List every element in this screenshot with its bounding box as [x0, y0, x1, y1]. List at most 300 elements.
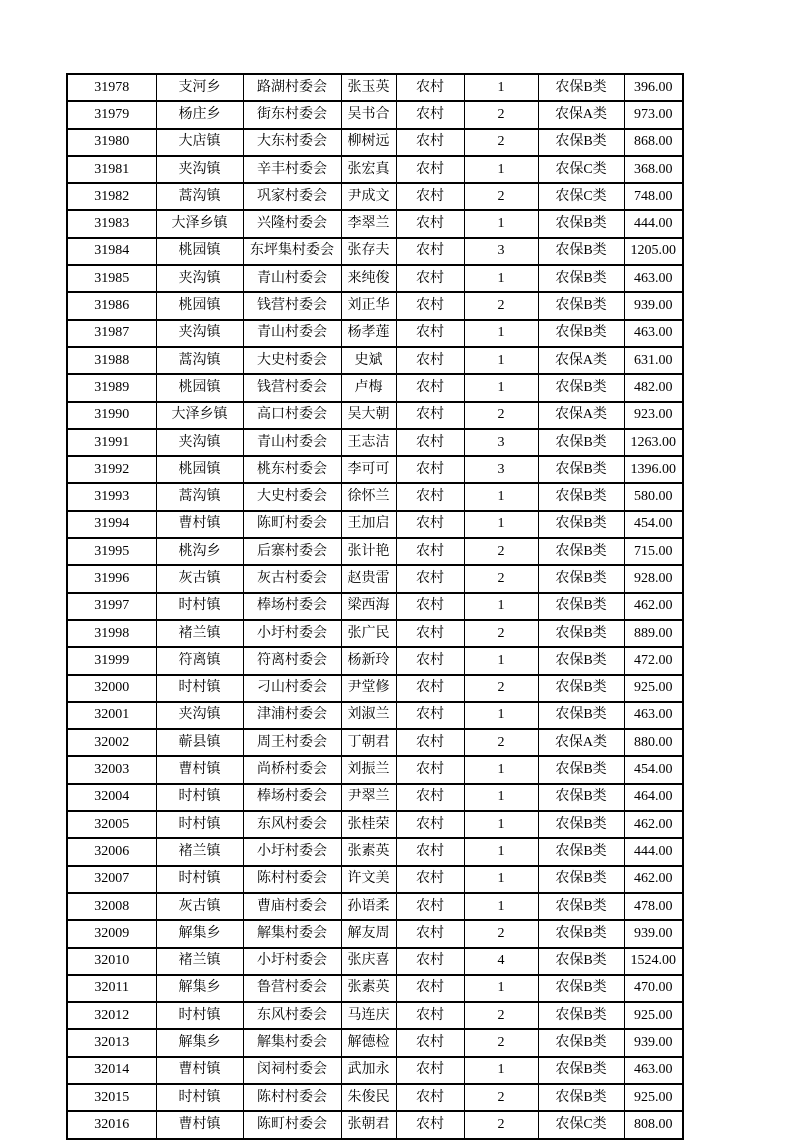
cell-person-count: 3	[464, 429, 538, 456]
cell-village-committee: 津浦村委会	[243, 702, 341, 729]
cell-record-id: 32004	[67, 784, 156, 811]
cell-amount: 715.00	[624, 538, 683, 565]
cell-residence-type: 农村	[396, 347, 464, 374]
cell-person-name: 马连庆	[341, 1002, 396, 1029]
cell-person-name: 张桂荣	[341, 811, 396, 838]
cell-insurance-category: 农保B类	[538, 838, 624, 865]
table-body	[67, 74, 683, 1139]
cell-village-committee: 陈村村委会	[243, 1084, 341, 1111]
cell-amount: 631.00	[624, 347, 683, 374]
cell-village-committee: 小圩村委会	[243, 838, 341, 865]
cell-village-committee: 青山村委会	[243, 320, 341, 347]
cell-person-name: 张广民	[341, 620, 396, 647]
table-row	[67, 210, 683, 237]
cell-person-name: 张存夫	[341, 238, 396, 265]
table-row	[67, 320, 683, 347]
table-row	[67, 1111, 683, 1138]
cell-village-committee: 钱营村委会	[243, 374, 341, 401]
cell-township: 时村镇	[156, 784, 243, 811]
cell-record-id: 32000	[67, 675, 156, 702]
cell-amount: 444.00	[624, 838, 683, 865]
cell-amount: 1524.00	[624, 948, 683, 975]
cell-township: 符离镇	[156, 647, 243, 674]
cell-township: 支河乡	[156, 74, 243, 101]
cell-insurance-category: 农保B类	[538, 975, 624, 1002]
cell-record-id: 32015	[67, 1084, 156, 1111]
cell-village-committee: 棒场村委会	[243, 593, 341, 620]
cell-village-committee: 青山村委会	[243, 265, 341, 292]
cell-person-name: 来纯俊	[341, 265, 396, 292]
cell-record-id: 31999	[67, 647, 156, 674]
cell-village-committee: 大史村委会	[243, 347, 341, 374]
cell-township: 灰古镇	[156, 565, 243, 592]
cell-insurance-category: 农保A类	[538, 402, 624, 429]
cell-record-id: 31980	[67, 129, 156, 156]
cell-township: 桃园镇	[156, 374, 243, 401]
cell-amount: 454.00	[624, 756, 683, 783]
cell-township: 桃沟乡	[156, 538, 243, 565]
cell-residence-type: 农村	[396, 893, 464, 920]
cell-person-name: 刘淑兰	[341, 702, 396, 729]
cell-person-name: 李可可	[341, 456, 396, 483]
cell-village-committee: 尚桥村委会	[243, 756, 341, 783]
cell-village-committee: 灰古村委会	[243, 565, 341, 592]
cell-village-committee: 鲁营村委会	[243, 975, 341, 1002]
cell-person-count: 1	[464, 320, 538, 347]
cell-amount: 889.00	[624, 620, 683, 647]
cell-insurance-category: 农保B类	[538, 593, 624, 620]
cell-township: 蒿沟镇	[156, 183, 243, 210]
table-row	[67, 402, 683, 429]
cell-record-id: 31989	[67, 374, 156, 401]
cell-amount: 928.00	[624, 565, 683, 592]
cell-person-name: 孙语柔	[341, 893, 396, 920]
cell-amount: 973.00	[624, 101, 683, 128]
table-row	[67, 429, 683, 456]
cell-person-count: 2	[464, 538, 538, 565]
cell-village-committee: 大东村委会	[243, 129, 341, 156]
cell-person-count: 1	[464, 593, 538, 620]
cell-person-name: 史斌	[341, 347, 396, 374]
cell-residence-type: 农村	[396, 1057, 464, 1084]
cell-residence-type: 农村	[396, 675, 464, 702]
cell-amount: 470.00	[624, 975, 683, 1002]
table-row	[67, 647, 683, 674]
cell-record-id: 31983	[67, 210, 156, 237]
cell-person-count: 2	[464, 1111, 538, 1138]
table-row	[67, 593, 683, 620]
cell-person-name: 徐怀兰	[341, 483, 396, 510]
cell-person-name: 尹翠兰	[341, 784, 396, 811]
cell-residence-type: 农村	[396, 238, 464, 265]
cell-insurance-category: 农保B类	[538, 702, 624, 729]
cell-residence-type: 农村	[396, 920, 464, 947]
cell-insurance-category: 农保B类	[538, 1057, 624, 1084]
table-row	[67, 620, 683, 647]
table-row	[67, 101, 683, 128]
cell-residence-type: 农村	[396, 647, 464, 674]
table-row	[67, 183, 683, 210]
cell-amount: 939.00	[624, 292, 683, 319]
cell-person-count: 3	[464, 238, 538, 265]
cell-amount: 462.00	[624, 811, 683, 838]
cell-township: 灰古镇	[156, 893, 243, 920]
cell-record-id: 32008	[67, 893, 156, 920]
cell-amount: 880.00	[624, 729, 683, 756]
cell-insurance-category: 农保B类	[538, 456, 624, 483]
cell-person-count: 2	[464, 920, 538, 947]
cell-residence-type: 农村	[396, 1084, 464, 1111]
cell-person-name: 柳树远	[341, 129, 396, 156]
cell-person-count: 1	[464, 210, 538, 237]
cell-insurance-category: 农保B类	[538, 1002, 624, 1029]
cell-amount: 472.00	[624, 647, 683, 674]
cell-record-id: 31982	[67, 183, 156, 210]
cell-village-committee: 小圩村委会	[243, 620, 341, 647]
cell-township: 曹村镇	[156, 511, 243, 538]
table-row	[67, 1002, 683, 1029]
cell-record-id: 32009	[67, 920, 156, 947]
cell-village-committee: 高口村委会	[243, 402, 341, 429]
cell-insurance-category: 农保B类	[538, 374, 624, 401]
cell-village-committee: 桃东村委会	[243, 456, 341, 483]
cell-amount: 808.00	[624, 1111, 683, 1138]
table-row	[67, 129, 683, 156]
cell-village-committee: 周王村委会	[243, 729, 341, 756]
cell-residence-type: 农村	[396, 866, 464, 893]
cell-township: 褚兰镇	[156, 620, 243, 647]
cell-record-id: 32013	[67, 1029, 156, 1056]
table-row	[67, 565, 683, 592]
cell-person-count: 2	[464, 729, 538, 756]
cell-record-id: 31994	[67, 511, 156, 538]
cell-village-committee: 符离村委会	[243, 647, 341, 674]
table-row	[67, 866, 683, 893]
cell-amount: 925.00	[624, 1084, 683, 1111]
cell-insurance-category: 农保B类	[538, 675, 624, 702]
cell-residence-type: 农村	[396, 129, 464, 156]
table-row	[67, 784, 683, 811]
cell-person-count: 2	[464, 565, 538, 592]
cell-residence-type: 农村	[396, 811, 464, 838]
cell-residence-type: 农村	[396, 620, 464, 647]
cell-insurance-category: 农保B类	[538, 784, 624, 811]
cell-township: 褚兰镇	[156, 838, 243, 865]
cell-amount: 1205.00	[624, 238, 683, 265]
cell-person-name: 王加启	[341, 511, 396, 538]
cell-village-committee: 巩家村委会	[243, 183, 341, 210]
cell-residence-type: 农村	[396, 374, 464, 401]
cell-township: 杨庄乡	[156, 101, 243, 128]
cell-record-id: 31985	[67, 265, 156, 292]
cell-person-count: 1	[464, 511, 538, 538]
cell-person-count: 1	[464, 784, 538, 811]
cell-person-name: 尹堂修	[341, 675, 396, 702]
cell-person-count: 1	[464, 838, 538, 865]
cell-insurance-category: 农保B类	[538, 1084, 624, 1111]
cell-person-count: 2	[464, 101, 538, 128]
cell-record-id: 31998	[67, 620, 156, 647]
cell-village-committee: 陈町村委会	[243, 511, 341, 538]
cell-person-name: 尹成文	[341, 183, 396, 210]
cell-record-id: 32003	[67, 756, 156, 783]
cell-insurance-category: 农保B类	[538, 948, 624, 975]
insurance-records-table	[66, 73, 684, 1140]
cell-person-count: 1	[464, 265, 538, 292]
cell-amount: 482.00	[624, 374, 683, 401]
cell-township: 蒿沟镇	[156, 483, 243, 510]
cell-amount: 580.00	[624, 483, 683, 510]
cell-insurance-category: 农保B类	[538, 320, 624, 347]
cell-insurance-category: 农保B类	[538, 483, 624, 510]
cell-amount: 444.00	[624, 210, 683, 237]
cell-amount: 463.00	[624, 1057, 683, 1084]
cell-residence-type: 农村	[396, 1002, 464, 1029]
table-row	[67, 538, 683, 565]
cell-person-name: 张素英	[341, 838, 396, 865]
cell-person-name: 张朝君	[341, 1111, 396, 1138]
cell-person-count: 1	[464, 347, 538, 374]
cell-person-count: 1	[464, 975, 538, 1002]
cell-township: 时村镇	[156, 593, 243, 620]
table-row	[67, 238, 683, 265]
cell-person-count: 1	[464, 1057, 538, 1084]
cell-amount: 939.00	[624, 1029, 683, 1056]
cell-residence-type: 农村	[396, 183, 464, 210]
cell-village-committee: 解集村委会	[243, 920, 341, 947]
cell-amount: 368.00	[624, 156, 683, 183]
cell-residence-type: 农村	[396, 101, 464, 128]
cell-township: 夹沟镇	[156, 156, 243, 183]
cell-amount: 748.00	[624, 183, 683, 210]
cell-amount: 925.00	[624, 1002, 683, 1029]
cell-amount: 454.00	[624, 511, 683, 538]
table-row	[67, 702, 683, 729]
cell-residence-type: 农村	[396, 593, 464, 620]
cell-person-name: 武加永	[341, 1057, 396, 1084]
cell-person-count: 1	[464, 156, 538, 183]
cell-person-name: 吴书合	[341, 101, 396, 128]
cell-residence-type: 农村	[396, 948, 464, 975]
cell-insurance-category: 农保B类	[538, 866, 624, 893]
cell-person-name: 杨孝莲	[341, 320, 396, 347]
cell-residence-type: 农村	[396, 265, 464, 292]
cell-insurance-category: 农保A类	[538, 729, 624, 756]
cell-person-count: 4	[464, 948, 538, 975]
cell-township: 夹沟镇	[156, 702, 243, 729]
cell-person-name: 张庆喜	[341, 948, 396, 975]
cell-township: 夹沟镇	[156, 265, 243, 292]
cell-village-committee: 东坪集村委会	[243, 238, 341, 265]
cell-person-count: 2	[464, 620, 538, 647]
cell-record-id: 32014	[67, 1057, 156, 1084]
cell-insurance-category: 农保B类	[538, 647, 624, 674]
cell-person-count: 1	[464, 647, 538, 674]
table-row	[67, 456, 683, 483]
table-row	[67, 920, 683, 947]
cell-record-id: 31990	[67, 402, 156, 429]
cell-village-committee: 刁山村委会	[243, 675, 341, 702]
cell-township: 大店镇	[156, 129, 243, 156]
cell-township: 时村镇	[156, 1084, 243, 1111]
cell-township: 褚兰镇	[156, 948, 243, 975]
cell-record-id: 32011	[67, 975, 156, 1002]
cell-amount: 923.00	[624, 402, 683, 429]
cell-record-id: 31995	[67, 538, 156, 565]
cell-village-committee: 东风村委会	[243, 811, 341, 838]
cell-residence-type: 农村	[396, 320, 464, 347]
cell-amount: 463.00	[624, 265, 683, 292]
cell-person-count: 1	[464, 74, 538, 101]
cell-amount: 462.00	[624, 866, 683, 893]
cell-insurance-category: 农保B类	[538, 210, 624, 237]
cell-residence-type: 农村	[396, 1111, 464, 1138]
cell-residence-type: 农村	[396, 1029, 464, 1056]
cell-person-count: 2	[464, 183, 538, 210]
cell-residence-type: 农村	[396, 538, 464, 565]
cell-person-name: 卢梅	[341, 374, 396, 401]
cell-record-id: 32001	[67, 702, 156, 729]
cell-amount: 463.00	[624, 320, 683, 347]
cell-insurance-category: 农保B类	[538, 429, 624, 456]
cell-village-committee: 闵祠村委会	[243, 1057, 341, 1084]
cell-residence-type: 农村	[396, 975, 464, 1002]
cell-person-count: 2	[464, 129, 538, 156]
cell-village-committee: 解集村委会	[243, 1029, 341, 1056]
table-row	[67, 292, 683, 319]
cell-record-id: 31984	[67, 238, 156, 265]
cell-person-count: 3	[464, 456, 538, 483]
cell-insurance-category: 农保B类	[538, 511, 624, 538]
cell-township: 桃园镇	[156, 238, 243, 265]
cell-residence-type: 农村	[396, 210, 464, 237]
cell-township: 解集乡	[156, 975, 243, 1002]
cell-record-id: 32005	[67, 811, 156, 838]
cell-person-count: 2	[464, 292, 538, 319]
cell-township: 大泽乡镇	[156, 210, 243, 237]
cell-village-committee: 陈村村委会	[243, 866, 341, 893]
cell-township: 夹沟镇	[156, 320, 243, 347]
cell-village-committee: 大史村委会	[243, 483, 341, 510]
table-row	[67, 838, 683, 865]
table-row	[67, 265, 683, 292]
cell-residence-type: 农村	[396, 429, 464, 456]
cell-amount: 1263.00	[624, 429, 683, 456]
cell-insurance-category: 农保A类	[538, 101, 624, 128]
cell-record-id: 31997	[67, 593, 156, 620]
cell-township: 蕲县镇	[156, 729, 243, 756]
cell-record-id: 31988	[67, 347, 156, 374]
cell-residence-type: 农村	[396, 511, 464, 538]
cell-residence-type: 农村	[396, 784, 464, 811]
cell-amount: 478.00	[624, 893, 683, 920]
cell-person-name: 赵贵雷	[341, 565, 396, 592]
cell-insurance-category: 农保B类	[538, 756, 624, 783]
cell-person-name: 张玉英	[341, 74, 396, 101]
table-row	[67, 74, 683, 101]
cell-residence-type: 农村	[396, 565, 464, 592]
cell-record-id: 32006	[67, 838, 156, 865]
cell-person-name: 朱俊民	[341, 1084, 396, 1111]
cell-person-name: 许文美	[341, 866, 396, 893]
table-row	[67, 347, 683, 374]
cell-village-committee: 棒场村委会	[243, 784, 341, 811]
cell-insurance-category: 农保B类	[538, 893, 624, 920]
cell-residence-type: 农村	[396, 156, 464, 183]
cell-insurance-category: 农保B类	[538, 920, 624, 947]
cell-record-id: 32016	[67, 1111, 156, 1138]
cell-insurance-category: 农保B类	[538, 538, 624, 565]
cell-record-id: 32010	[67, 948, 156, 975]
cell-township: 时村镇	[156, 866, 243, 893]
cell-village-committee: 后寨村委会	[243, 538, 341, 565]
cell-record-id: 32002	[67, 729, 156, 756]
cell-insurance-category: 农保B类	[538, 1029, 624, 1056]
cell-person-count: 1	[464, 756, 538, 783]
table-row	[67, 756, 683, 783]
cell-record-id: 31986	[67, 292, 156, 319]
table-row	[67, 675, 683, 702]
cell-residence-type: 农村	[396, 456, 464, 483]
cell-insurance-category: 农保A类	[538, 347, 624, 374]
cell-township: 桃园镇	[156, 456, 243, 483]
cell-residence-type: 农村	[396, 292, 464, 319]
cell-person-count: 1	[464, 811, 538, 838]
cell-record-id: 31993	[67, 483, 156, 510]
cell-township: 曹村镇	[156, 1057, 243, 1084]
cell-insurance-category: 农保B类	[538, 565, 624, 592]
cell-person-count: 2	[464, 675, 538, 702]
cell-township: 夹沟镇	[156, 429, 243, 456]
cell-township: 时村镇	[156, 675, 243, 702]
cell-person-name: 刘振兰	[341, 756, 396, 783]
cell-person-name: 王志洁	[341, 429, 396, 456]
cell-amount: 463.00	[624, 702, 683, 729]
cell-person-count: 1	[464, 866, 538, 893]
cell-insurance-category: 农保B类	[538, 620, 624, 647]
cell-village-committee: 陈町村委会	[243, 1111, 341, 1138]
cell-village-committee: 小圩村委会	[243, 948, 341, 975]
cell-person-name: 解友周	[341, 920, 396, 947]
cell-insurance-category: 农保B类	[538, 238, 624, 265]
cell-amount: 925.00	[624, 675, 683, 702]
cell-township: 曹村镇	[156, 1111, 243, 1138]
cell-township: 解集乡	[156, 1029, 243, 1056]
cell-person-name: 张宏真	[341, 156, 396, 183]
cell-person-name: 张计艳	[341, 538, 396, 565]
cell-person-name: 杨新玲	[341, 647, 396, 674]
table-row	[67, 483, 683, 510]
cell-township: 桃园镇	[156, 292, 243, 319]
cell-residence-type: 农村	[396, 74, 464, 101]
cell-amount: 464.00	[624, 784, 683, 811]
cell-township: 解集乡	[156, 920, 243, 947]
cell-person-count: 2	[464, 1002, 538, 1029]
cell-record-id: 31991	[67, 429, 156, 456]
cell-amount: 1396.00	[624, 456, 683, 483]
cell-insurance-category: 农保B类	[538, 811, 624, 838]
cell-amount: 462.00	[624, 593, 683, 620]
cell-person-count: 1	[464, 702, 538, 729]
cell-insurance-category: 农保C类	[538, 183, 624, 210]
cell-amount: 939.00	[624, 920, 683, 947]
cell-person-name: 吴大朝	[341, 402, 396, 429]
cell-person-name: 张素英	[341, 975, 396, 1002]
cell-township: 大泽乡镇	[156, 402, 243, 429]
cell-record-id: 31992	[67, 456, 156, 483]
table-row	[67, 511, 683, 538]
cell-village-committee: 青山村委会	[243, 429, 341, 456]
